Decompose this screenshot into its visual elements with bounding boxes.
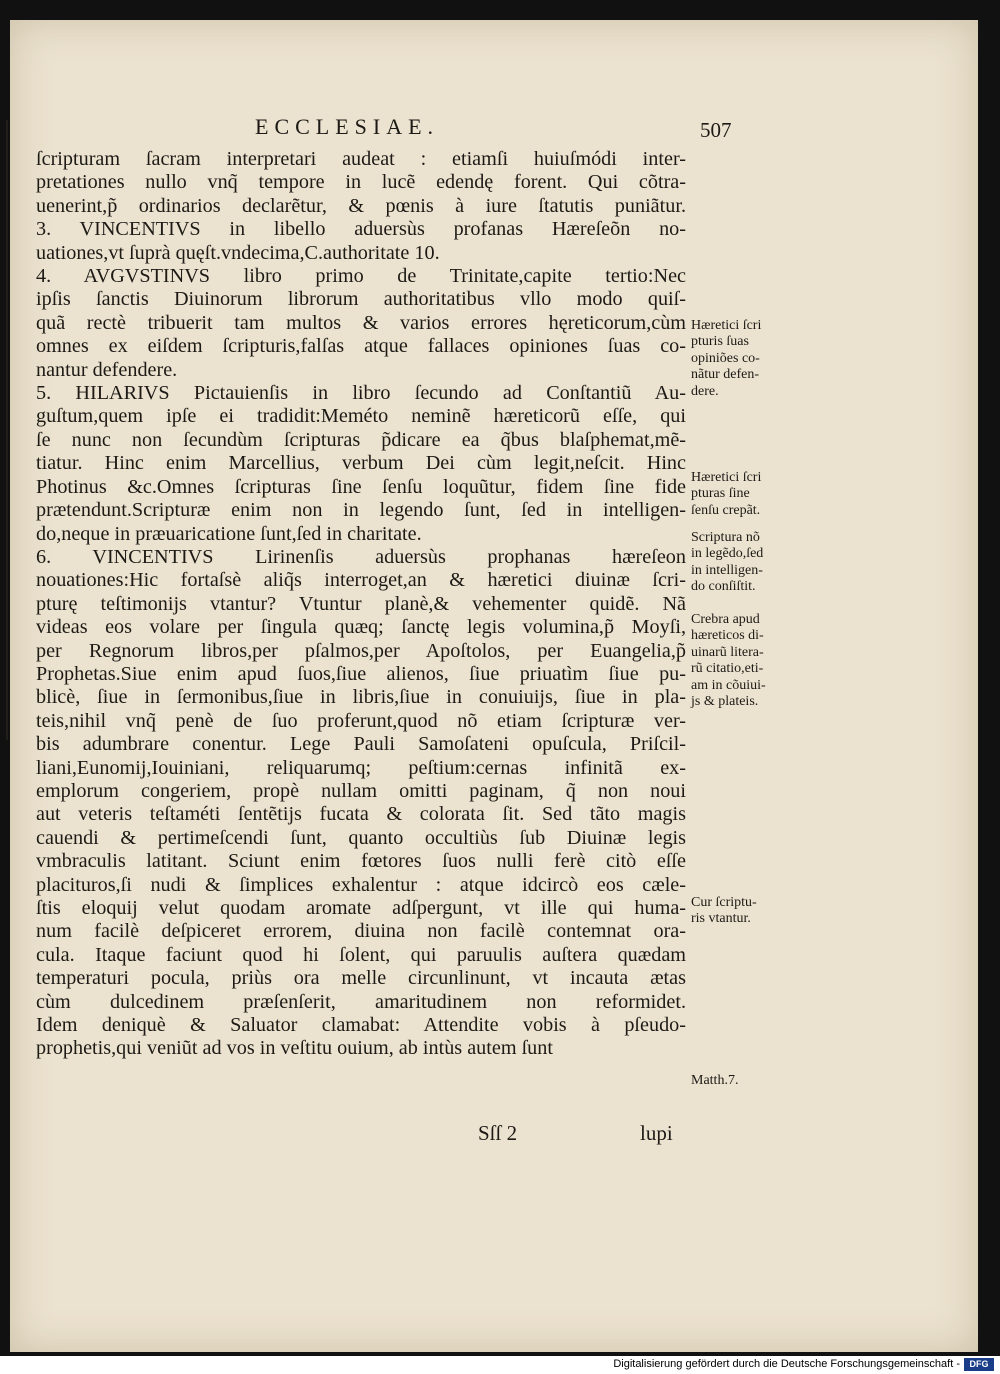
text-line: uenerint,p̃ ordinarios declarẽtur, & pœnis à iure ſtatutis puniãtur. (36, 194, 686, 217)
marginal-note-line: Matth.7. (691, 1073, 739, 1088)
marginal-note-line: rũ citatio,eti- (691, 661, 764, 677)
text-line: Photinus &c.Omnes ſcripturas ſine ſenſu loquũtur, fidem ſine fide (36, 475, 686, 498)
marginal-note (691, 470, 811, 519)
text-line: 6. VINCENTIVS Lirinenſis aduersùs prophanas hæreſeon (36, 545, 686, 568)
marginal-note-line: js & plateis. (691, 694, 759, 710)
text-line: ſe nunc non ſecundùm ſcripturas p̃dicare ea q̃bus blaſphemat,mẽ- (36, 428, 686, 451)
page-edge-shadow (6, 120, 8, 740)
text-line: aut veteris teſtaméti ſentẽtijs fucata & colorata ſit. Sed tãto magis (36, 803, 686, 826)
text-line: cùm dulcedinem præſenſerit, amaritudinem non reformidet. (36, 990, 686, 1013)
text-line: 3. VINCENTIVS in libello aduersùs profanas Hæreſeõn no- (36, 218, 686, 241)
body-text (36, 148, 686, 1061)
catchword: lupi (640, 1121, 673, 1145)
marginal-note-line: uinarũ litera- (691, 644, 764, 660)
text-line: guſtum,quem ipſe ei tradidit:Meméto neminẽ hæreticorũ eſſe, qui (36, 405, 686, 428)
marginal-note-line: pturas ſine (691, 486, 750, 502)
text-line: emplorum congeriem, propè nullam omitti paginam, q̃ non noui (36, 779, 686, 802)
text-line: vmbraculis latitant. Sciunt enim fœtores ſuos nulli ferè citò eſſe (36, 850, 686, 873)
text-line: bis adumbrare conentur. Lege Pauli Samoſateni opuſcula, Priſcil- (36, 733, 686, 756)
marginal-note-line: Hæretici ſcri (691, 318, 762, 333)
text-line: teis,nihil vnq̃ penè de ſuo proferunt,quod nõ etiam ſcripturæ ver- (36, 709, 686, 732)
marginal-note-line: in intelligen- (691, 562, 763, 578)
text-line: 5. HILARIVS Pictauienſis in libro ſecundo ad Conſtantiũ Au- (36, 382, 686, 405)
text-line: pretationes nullo vnq̃ tempore in lucẽ edendę forent. Qui cõtra- (36, 171, 686, 194)
text-line: ſtis eloquij velut quodam aromate adſpergunt, vt ille qui huma- (36, 897, 686, 919)
text-line: quã rectè tribuerit tam multos & varios errores hęreticorum,cùm (36, 311, 686, 334)
marginal-note-line: ſenſu crepãt. (691, 502, 761, 518)
marginal-note (691, 612, 811, 710)
marginal-note-line: ris vtantur. (691, 911, 751, 927)
text-line: tiatur. Hinc enim Marcellius, verbum Dei cùm legit,neſcit. Hinc (36, 452, 686, 475)
footer-credit: Digitalisierung gefördert durch die Deutsche Forschungsgemeinschaft - (613, 1358, 960, 1370)
text-line: Prophetas.Siue enim apud ſuos,ſiue alienos, ſiue priuatìm ſiue pu- (36, 662, 686, 685)
signature-mark: Sſſ 2 (478, 1121, 518, 1145)
marginal-note-line: Hæretici ſcri (691, 470, 762, 485)
text-line: placituros,ſi nudi & ſimplices exhalentur : atque idcircò eos cæle- (36, 873, 686, 896)
text-line: uationes,vt ſuprà quęſt.vndecima,C.authoritate 10. (36, 241, 440, 264)
text-line: prætendunt.Scripturæ enim non in legendo ſunt, ſed in intelligen- (36, 499, 686, 522)
text-line: temperaturi pocula, priùs ora melle circunlinunt, vt incauta ætas (36, 967, 686, 990)
marginal-note (691, 530, 811, 596)
text-line: liani,Eunomij,Iouiniani, reliquarumq; peſtium:cernas infinitã ex- (36, 756, 686, 779)
marginal-note-line: dere. (691, 383, 719, 399)
text-line: cula. Itaque faciunt quod hi ſolent, qui paruulis auſtera quædam (36, 943, 686, 966)
marginal-note-line: Cur ſcriptu- (691, 895, 757, 910)
marginal-note-line: nãtur defen- (691, 367, 760, 383)
marginal-note-line: Crebra apud (691, 612, 760, 627)
marginal-note (691, 895, 811, 928)
text-line: do,neque in præuaricatione ſunt,ſed in charitate. (36, 522, 422, 545)
marginal-note (691, 318, 811, 400)
marginal-note-line: in legẽdo,ſed (691, 546, 764, 562)
text-line: videas eos volare per ſingula quæq; ſanctę legis volumina,p̃ Moyſi, (36, 616, 686, 639)
marginal-note-line: Scriptura nõ (691, 530, 760, 545)
marginal-note-line: opiniões co- (691, 350, 760, 366)
text-line: ipſis ſanctis Diuinorum librorum authoritatibus vllo modo quiſ- (36, 288, 686, 311)
text-line: nantur defendere. (36, 358, 178, 381)
text-line: per Regnorum libros,per pſalmos,per Apoſtolos, per Euangelia,p̃ (36, 639, 686, 662)
text-line: prophetis,qui veniũt ad vos in veſtitu ouium, ab intùs autem ſunt (36, 1037, 553, 1060)
text-line: num facilè deſpiceret errorem, diuina non facilè contemnat ora- (36, 920, 686, 943)
marginal-note (691, 1073, 811, 1089)
running-head: ECCLESIAE. (255, 114, 440, 139)
text-line: nouationes:Hic fortaſsè aliq̃s interroget,an & hæretici diuinæ ſcri- (36, 569, 686, 592)
marginal-note-line: do conſiſtit. (691, 579, 756, 595)
text-line: Idem deniquè & Saluator clamabat: Attendite vobis à pſeudo- (36, 1014, 686, 1037)
text-line: ſcripturam ſacram interpretari audeat : etiamſi huiuſmódi inter- (36, 148, 686, 170)
dfg-logo-icon: DFG (964, 1358, 994, 1371)
marginal-note-line: hæreticos di- (691, 628, 764, 644)
marginal-note-line: pturis ſuas (691, 334, 749, 350)
text-line: pturę teſtimonijs vtantur? Vtuntur planè,& vehementer quidẽ. Nã (36, 592, 686, 615)
marginal-note-line: am in cõuiui- (691, 677, 766, 693)
text-line: blicè, ſiue in ſermonibus,ſiue in libris,ſiue in conuiuijs, ſiue in pla- (36, 686, 686, 709)
page-number: 507 (700, 118, 732, 142)
text-line: cauendi & pertimeſcendi ſunt, quanto occultiùs ſub Diuinæ legis (36, 826, 686, 849)
text-line: omnes ex eiſdem ſcripturis,falſas atque fallaces opiniones ſuas co- (36, 335, 686, 358)
text-line: 4. AVGVSTINVS libro primo de Trinitate,capite tertio:Nec (36, 265, 686, 288)
